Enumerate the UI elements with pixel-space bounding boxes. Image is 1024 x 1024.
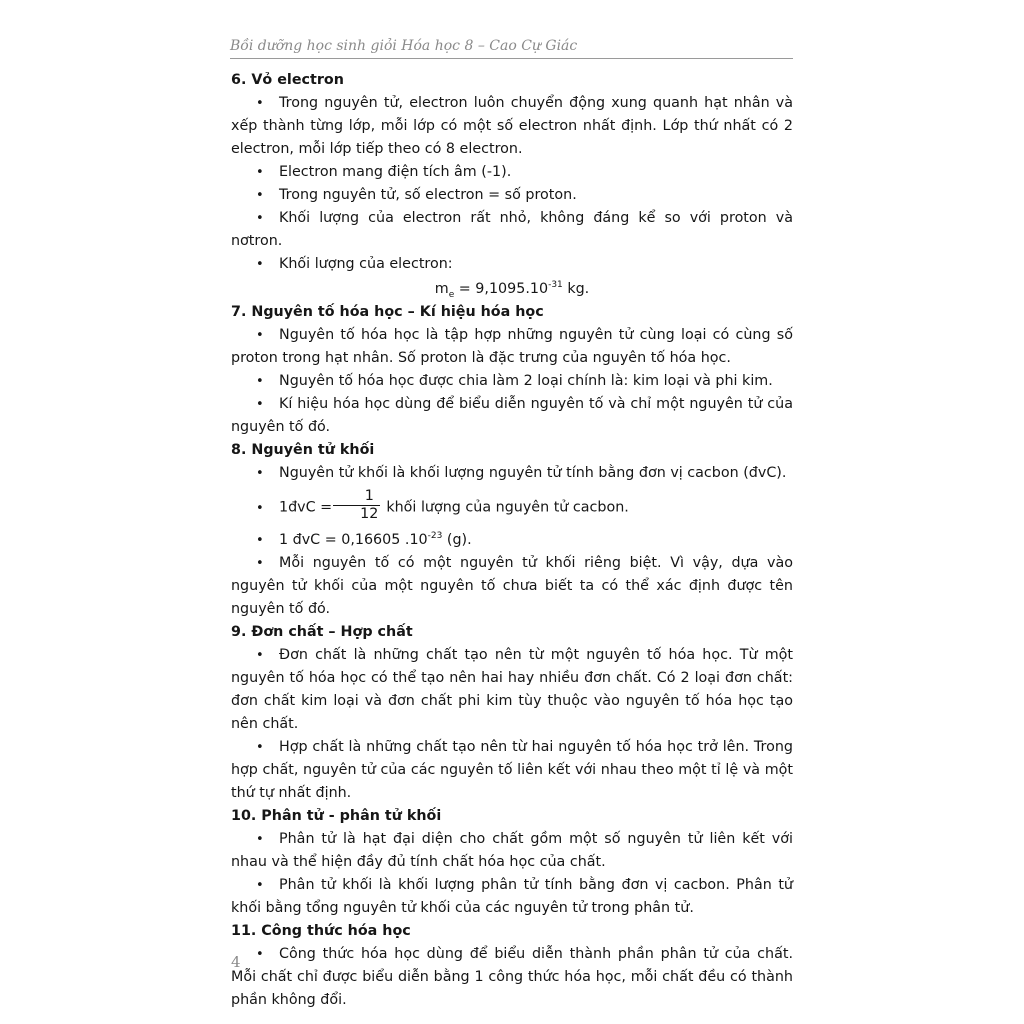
bullet-paragraph: • Phân tử là hạt đại diện cho chất gồm một số nguyên tử liên kết với nhau và thể hiện đầy đủ tính chất hóa học của chất. [231,828,793,874]
bullet-paragraph: • Phân tử khối là khối lượng phân tử tính bằng đơn vị cacbon. Phân tử khối bằng tổng nguyên tử khối của các nguyên tử trong phân tử. [231,874,793,920]
bullet-paragraph: • Đơn chất là những chất tạo nên từ một nguyên tố hóa học. Từ một nguyên tố hóa học có thể tạo nên hai hay nhiều đơn chất. Có 2 loại đơn chất: đơn chất kim loại và đơn chất phi kim tùy thuộc vào nguyên tố hóa học tạo nên chất. [231,644,793,736]
bullet-paragraph: • Công thức hóa học dùng để biểu diễn thành phần phân tử của chất. Mỗi chất chỉ được biểu diễn bằng 1 công thức hóa học, mỗi chất đều có thành phần không đổi. [231,943,793,1012]
bullet-paragraph: • Khối lượng của electron: [231,253,793,276]
bullet-paragraph: • Nguyên tố hóa học là tập hợp những nguyên tử cùng loại có cùng số proton trong hạt nhân. Số proton là đặc trưng của nguyên tố hóa học. [231,324,793,370]
bullet-paragraph: • Hợp chất là những chất tạo nên từ hai nguyên tố hóa học trở lên. Trong hợp chất, nguyên tử của các nguyên tố liên kết với nhau theo một tỉ lệ và một thứ tự nhất định. [231,736,793,805]
section-6-heading: 6. Vỏ electron [231,72,344,88]
bullet-paragraph: • Mỗi nguyên tố có một nguyên tử khối riêng biệt. Vì vậy, dựa vào nguyên tử khối của một nguyên tố chưa biết ta có thể xác định được tên nguyên tố đó. [231,552,793,621]
electron-mass-formula: $m_e = 9,1095.10^{-31}$ kg. [434,280,590,300]
page-body [231,69,793,1012]
bullet-paragraph: • 1 đvC = 0,16605 $.10^{-23}$ (g). [231,529,793,552]
section-10-heading: 10. Phân tử - phân tử khối [231,808,442,824]
section-8-heading: 8. Nguyên tử khối [231,442,375,458]
bullet-paragraph: • Trong nguyên tử, electron luôn chuyển động xung quanh hạt nhân và xếp thành từng lớp, mỗi lớp có một số electron nhất định. Lớp thứ nhất có 2 electron, mỗi lớp tiếp theo có 8 electron. [231,92,793,161]
bullet-paragraph: • Nguyên tử khối là khối lượng nguyên tử tính bằng đơn vị cacbon (đvC). [231,462,793,485]
bullet-paragraph: • Nguyên tố hóa học được chia làm 2 loại chính là: kim loại và phi kim. [231,370,793,393]
bullet-fraction-paragraph: • 1đvC = $\frac{1}{12}$ khối lượng của nguyên tử cacbon. [231,490,793,525]
bullet-paragraph: • Kí hiệu hóa học dùng để biểu diễn nguyên tố và chỉ một nguyên tử của nguyên tố đó. [231,393,793,439]
bullet-paragraph: • Trong nguyên tử, số electron = số proton. [231,184,793,207]
section-7-heading: 7. Nguyên tố hóa học – Kí hiệu hóa học [231,304,544,320]
section-11-heading: 11. Công thức hóa học [231,923,411,939]
section-9-heading: 9. Đơn chất – Hợp chất [231,624,413,640]
bullet-paragraph: • Electron mang điện tích âm (-1). [231,161,793,184]
running-header: Bồi dưỡng học sinh giỏi Hóa học 8 – Cao Cự Giác [230,38,793,59]
fraction: $\frac{1}{12}$ [333,488,380,523]
bullet-paragraph: • Khối lượng của electron rất nhỏ, không đáng kể so với proton và nơtron. [231,207,793,253]
page-number: 4 [231,953,241,971]
